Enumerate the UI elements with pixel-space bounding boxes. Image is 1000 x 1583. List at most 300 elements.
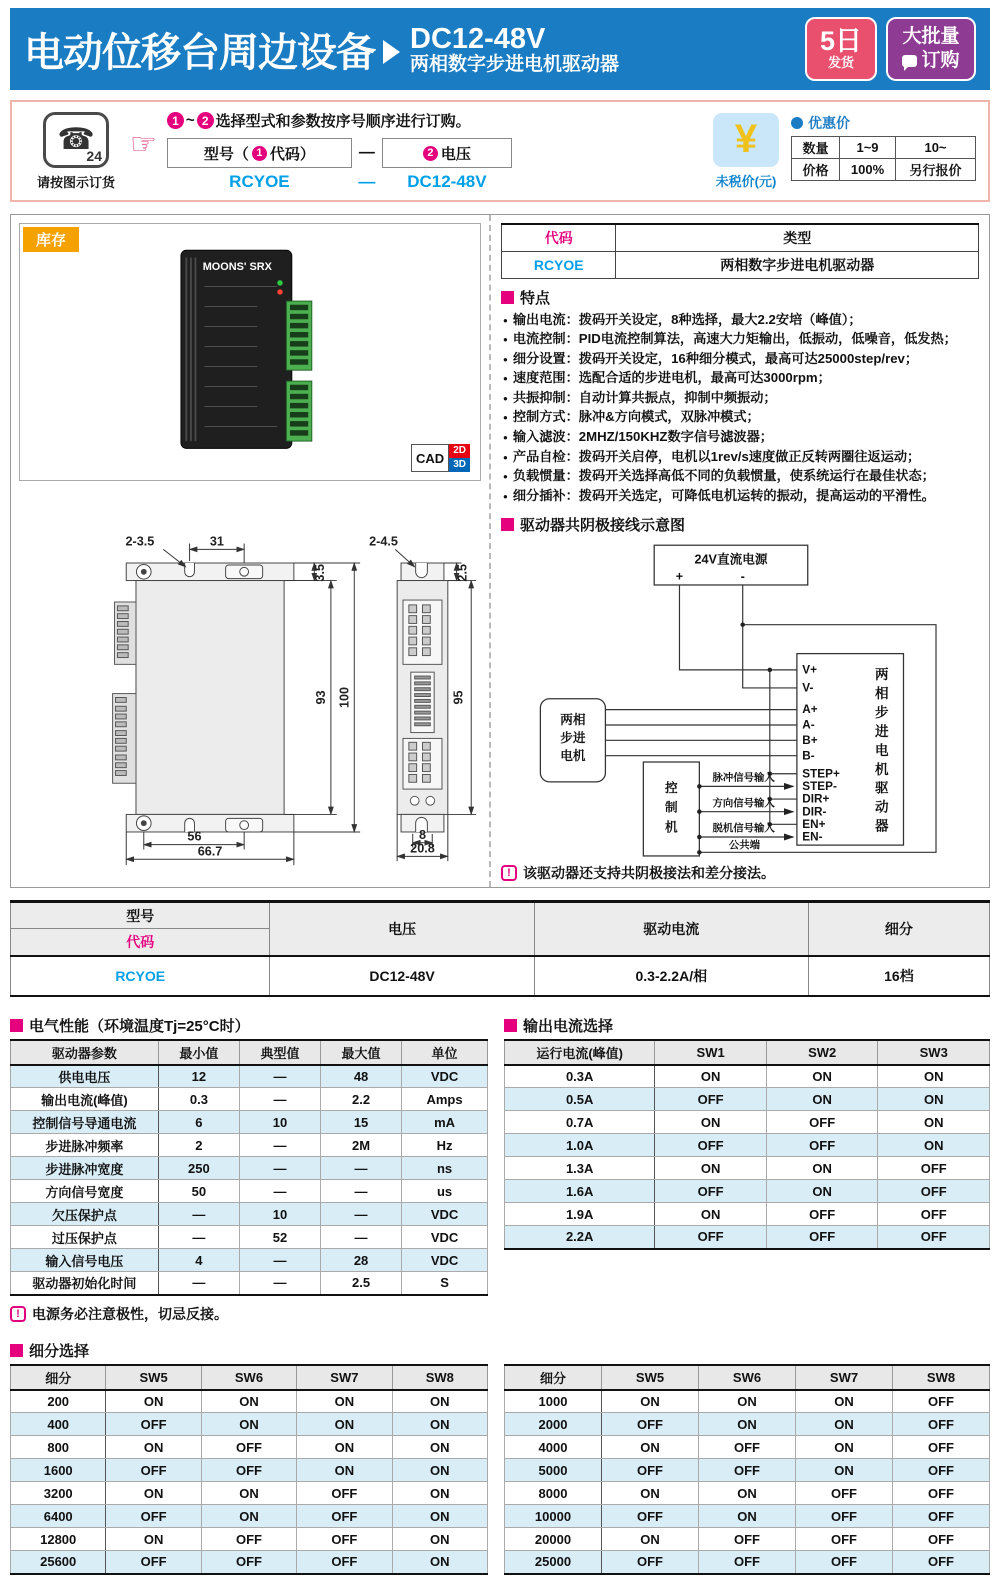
spec-section — [10, 1007, 990, 1324]
power-plus: + — [675, 569, 684, 584]
table-cell: — — [321, 1226, 402, 1249]
switch-state-cell: OFF — [878, 1203, 990, 1226]
driver-label-char: 相 — [875, 686, 889, 702]
switch-state-cell: ON — [655, 1157, 767, 1180]
table-row — [505, 1436, 990, 1459]
switch-state-cell: OFF — [699, 1436, 796, 1459]
switch-state-cell: ON — [201, 1413, 296, 1436]
microstep-value-cell: 3200 — [11, 1482, 106, 1505]
table-row — [505, 1551, 990, 1574]
current-value-cell: 1.0A — [505, 1134, 655, 1157]
table-cell: 100% — [840, 158, 896, 180]
table-cell: — — [239, 1065, 320, 1088]
feature-item — [501, 311, 979, 331]
table-cell: VDC — [402, 1203, 488, 1226]
feature-text: ● 细分设置：拨码开关设定，16种细分模式，最高可达25000step/rev； — [512, 350, 919, 366]
electrical-panel — [10, 1007, 488, 1324]
current-value-cell: 0.5A — [505, 1088, 655, 1111]
pointing-finger-icon: ☞ — [130, 127, 157, 161]
table-row — [11, 1249, 488, 1272]
switch-state-cell: ON — [297, 1436, 392, 1459]
switch-state-cell: OFF — [893, 1413, 990, 1436]
switch-state-cell: OFF — [796, 1505, 893, 1528]
table-header-cell: 驱动器参数 — [11, 1040, 159, 1065]
discount-price-label: 优惠价 — [808, 114, 850, 131]
table-row — [505, 1528, 990, 1551]
warning-icon: ! — [10, 1306, 26, 1322]
table-cell: VDC — [402, 1065, 488, 1088]
microstep-value-cell: 8000 — [505, 1482, 602, 1505]
switch-state-cell: OFF — [796, 1528, 893, 1551]
switch-state-cell: ON — [602, 1436, 699, 1459]
switch-state-cell: OFF — [201, 1528, 296, 1551]
table-row — [11, 1482, 488, 1505]
table-cell: — — [239, 1088, 320, 1111]
switch-state-cell: ON — [796, 1390, 893, 1413]
switch-state-cell: ON — [655, 1203, 767, 1226]
table-cell: us — [402, 1180, 488, 1203]
table-cell: — — [158, 1203, 239, 1226]
field1-suffix: 代码） — [269, 145, 315, 163]
table-row — [11, 1134, 488, 1157]
phone-order-block — [24, 112, 128, 191]
controller-label: 控 — [665, 781, 678, 796]
switch-state-cell: OFF — [655, 1226, 767, 1249]
microstep-value-cell: 6400 — [11, 1505, 106, 1528]
table-header-cell: 型号 — [11, 902, 270, 929]
switch-state-cell: ON — [878, 1088, 990, 1111]
switch-state-cell: ON — [297, 1459, 392, 1482]
product-photo-panel — [19, 223, 481, 481]
table-cell: — — [321, 1157, 402, 1180]
switch-state-cell: ON — [392, 1390, 487, 1413]
table-row — [505, 1203, 990, 1226]
switch-state-cell: OFF — [106, 1505, 201, 1528]
switch-state-cell: ON — [878, 1134, 990, 1157]
microstep-value-cell: 4000 — [505, 1436, 602, 1459]
discount-price-block — [791, 113, 976, 181]
table-cell: 12 — [158, 1065, 239, 1088]
table-cell: Hz — [402, 1134, 488, 1157]
field1-prefix: 型号（ — [203, 145, 249, 163]
switch-state-cell: OFF — [878, 1157, 990, 1180]
param-cell: 步进脉冲频率 — [11, 1134, 159, 1157]
terminal-label: DIR+ — [802, 793, 830, 807]
common-terminal-label: 公共端 — [728, 841, 761, 853]
table-cell: 52 — [239, 1226, 320, 1249]
table-cell: Amps — [402, 1088, 488, 1111]
table-header-cell: 代码 — [502, 224, 616, 251]
cad-badge[interactable] — [411, 444, 470, 472]
switch-state-cell: ON — [766, 1180, 878, 1203]
phone-glyph: ☎ — [57, 122, 95, 156]
switch-state-cell: OFF — [766, 1111, 878, 1134]
features-list — [501, 311, 979, 507]
dim-2-3-5: 2-3.5 — [125, 534, 155, 549]
param-cell: 方向信号宽度 — [11, 1180, 159, 1203]
table-cell: — — [239, 1180, 320, 1203]
bulk-badge-line1: 大批量 — [902, 26, 960, 48]
phone-caption: 请按图示订货 — [36, 174, 115, 190]
table-row — [11, 1551, 488, 1574]
table-header-cell: SW3 — [878, 1040, 990, 1065]
electrical-title — [10, 1015, 488, 1036]
tilde-separator: ~ — [185, 112, 195, 129]
table-row — [505, 1226, 990, 1249]
switch-state-cell: ON — [201, 1482, 296, 1505]
table-header-cell: 细分 — [505, 1365, 602, 1390]
feature-text: ● 产品自检：拨码开关启停，电机以1rev/s速度做正反转两圈往返运动； — [512, 448, 921, 464]
table-cell: — — [321, 1180, 402, 1203]
product-type: 两相数字步进电机驱动器 — [616, 251, 979, 278]
feature-text: ● 输入滤波：2MHZ/150KHZ数字信号滤波器； — [512, 429, 773, 445]
discount-price-header — [791, 113, 976, 133]
switch-state-cell: OFF — [655, 1088, 767, 1111]
field-dash: — — [358, 144, 375, 161]
price-caption: 未税价(元) — [715, 173, 777, 189]
param-cell: 输出电流(峰值) — [11, 1088, 159, 1111]
ordering-fields — [167, 138, 512, 168]
table-cell: 50 — [158, 1180, 239, 1203]
current-value-cell: 1.9A — [505, 1203, 655, 1226]
table-header-cell: SW8 — [392, 1365, 487, 1390]
table-row — [11, 1390, 488, 1413]
terminal-label: A- — [802, 719, 815, 733]
microstep-title — [10, 1340, 990, 1361]
table-header-cell: 典型值 — [239, 1040, 320, 1065]
banner-model: DC12-48V — [410, 22, 546, 55]
dim-20-8: 20.8 — [410, 841, 435, 856]
microstep-value-cell: 1000 — [505, 1390, 602, 1413]
cad-label: CAD — [411, 444, 449, 472]
wiring-note — [501, 863, 979, 883]
feature-item — [501, 428, 979, 448]
switch-state-cell: ON — [106, 1482, 201, 1505]
table-row — [505, 1505, 990, 1528]
pink-square-icon — [504, 1019, 517, 1032]
table-cell: 48 — [321, 1065, 402, 1088]
features-title-text: 特点 — [520, 289, 551, 307]
table-row — [505, 1157, 990, 1180]
switch-state-cell: ON — [655, 1111, 767, 1134]
switch-state-cell: OFF — [106, 1459, 201, 1482]
ordering-instruction — [167, 110, 512, 131]
product-code: RCYOE — [502, 251, 616, 278]
microstep-value-cell: 20000 — [505, 1528, 602, 1551]
table-header-cell: 驱动电流 — [534, 902, 808, 956]
yen-icon — [713, 113, 779, 167]
microstep-table-right — [504, 1364, 990, 1575]
microstep-value-cell: 25600 — [11, 1551, 106, 1574]
dim-66-7: 66.7 — [197, 844, 223, 859]
pink-square-icon — [501, 291, 514, 304]
table-cell: 0.3 — [158, 1088, 239, 1111]
switch-state-cell: OFF — [699, 1459, 796, 1482]
switch-state-cell: OFF — [297, 1482, 392, 1505]
current-value-cell: 0.7A — [505, 1111, 655, 1134]
voltage-cell: DC12-48V — [270, 956, 534, 996]
driver-label-char: 进 — [875, 724, 889, 740]
switch-state-cell: OFF — [602, 1413, 699, 1436]
microstep-value-cell: 12800 — [11, 1528, 106, 1551]
feature-text: ● 共振抑制：自动计算共振点，抑制中频振动； — [512, 389, 777, 405]
feature-text: ● 负载惯量：拨码开关选择高低不同的负载惯量，使系统运行在最佳状态； — [512, 468, 935, 484]
phone-24-label: 24 — [86, 147, 102, 164]
switch-state-cell: ON — [392, 1436, 487, 1459]
microstep-value-cell: 800 — [11, 1436, 106, 1459]
param-cell: 输入信号电压 — [11, 1249, 159, 1272]
table-cell: 2.2 — [321, 1088, 402, 1111]
bulk-badge-line2 — [902, 49, 959, 73]
power-supply-label: 24V直流电源 — [694, 552, 768, 567]
field2-label: 电压 — [440, 145, 471, 163]
dim-3-5: 3.5 — [313, 563, 328, 582]
banner-product-type: 两相数字步进电机驱动器 — [410, 54, 620, 76]
table-header-cell: 最小值 — [158, 1040, 239, 1065]
wiring-boxes — [540, 546, 903, 857]
wiring-title-text: 驱动器共阴极接线示意图 — [520, 517, 686, 535]
switch-state-cell: ON — [106, 1436, 201, 1459]
switch-state-cell: ON — [602, 1482, 699, 1505]
motor-label: 电机 — [560, 749, 586, 764]
current-value-cell: 1.3A — [505, 1157, 655, 1180]
table-header-cell: SW6 — [201, 1365, 296, 1390]
table-cell: 2M — [321, 1134, 402, 1157]
table-header-cell: 细分 — [808, 902, 989, 956]
driver-label-char: 驱 — [875, 781, 889, 797]
table-header-cell: 电压 — [270, 902, 534, 956]
microstep-value-cell: 10000 — [505, 1505, 602, 1528]
table-cell: — — [321, 1203, 402, 1226]
table-header-cell: 最大值 — [321, 1040, 402, 1065]
switch-state-cell: OFF — [893, 1459, 990, 1482]
switch-state-cell: OFF — [796, 1551, 893, 1574]
driver-label-char: 步 — [875, 705, 889, 721]
terminal-label: V- — [802, 681, 814, 695]
microstep-value-cell: 1600 — [11, 1459, 106, 1482]
table-cell: — — [158, 1226, 239, 1249]
driver-label-char: 动 — [875, 800, 889, 816]
feature-text: ● 速度范围：选配合适的步进电机，最高可达3000rpm； — [512, 370, 831, 386]
dim-95: 95 — [451, 690, 466, 705]
switch-state-cell: ON — [602, 1528, 699, 1551]
switch-state-cell: ON — [106, 1528, 201, 1551]
table-cell: ns — [402, 1157, 488, 1180]
table-row — [11, 1436, 488, 1459]
dim-2-4-5: 2-4.5 — [369, 534, 398, 549]
microstep-value-cell: 400 — [11, 1413, 106, 1436]
switch-state-cell: OFF — [106, 1551, 201, 1574]
page-title: 电动位移台周边设备 — [24, 30, 375, 75]
table-cell: 10 — [239, 1203, 320, 1226]
table-row — [11, 1180, 488, 1203]
bullet-dot-icon — [791, 117, 803, 129]
switch-state-cell: OFF — [893, 1390, 990, 1413]
current-select-panel — [504, 1007, 990, 1250]
table-row — [11, 1088, 488, 1111]
switch-state-cell: ON — [392, 1505, 487, 1528]
product-section — [10, 214, 990, 888]
switch-state-cell: OFF — [106, 1413, 201, 1436]
price-table — [791, 136, 976, 181]
microstep-value-cell: 2000 — [505, 1413, 602, 1436]
table-header-cell: SW7 — [796, 1365, 893, 1390]
features-title — [501, 287, 979, 308]
switch-state-cell: ON — [655, 1065, 767, 1088]
step1-number-icon: 1 — [167, 112, 184, 129]
switch-state-cell: OFF — [655, 1134, 767, 1157]
table-row — [505, 1180, 990, 1203]
warning-icon: ! — [501, 865, 517, 881]
current-value-cell: 1.6A — [505, 1180, 655, 1203]
example-code: RCYOE — [229, 172, 290, 191]
wiring-note-text: 该驱动器还支持共阴极接法和差分接法。 — [523, 865, 775, 881]
table-row — [11, 1413, 488, 1436]
feature-item — [501, 330, 979, 350]
table-cell: — — [239, 1249, 320, 1272]
wiring-title — [501, 514, 979, 535]
switch-state-cell: ON — [392, 1413, 487, 1436]
switch-state-cell: ON — [297, 1390, 392, 1413]
terminal-label: STEP+ — [802, 767, 840, 781]
current-select-title — [504, 1015, 990, 1036]
switch-state-cell: OFF — [297, 1551, 392, 1574]
table-header-cell: SW5 — [602, 1365, 699, 1390]
table-row — [11, 1065, 488, 1088]
stock-badge: 库存 — [23, 227, 79, 252]
terminal-label: B+ — [802, 734, 818, 748]
model-code-cell: RCYOE — [11, 956, 270, 996]
cad-2d-icon: 2D — [449, 444, 470, 458]
price-row — [792, 158, 976, 180]
table-row — [11, 1111, 488, 1134]
switch-state-cell: ON — [766, 1065, 878, 1088]
table-header-cell: 类型 — [616, 224, 979, 251]
terminal-label: STEP- — [802, 780, 837, 794]
pink-square-icon — [10, 1344, 23, 1357]
terminal-label: B- — [802, 749, 815, 763]
table-row — [11, 1459, 488, 1482]
switch-state-cell: OFF — [878, 1226, 990, 1249]
feature-item — [501, 408, 979, 428]
product-right-column — [489, 215, 989, 887]
switch-state-cell: OFF — [297, 1528, 392, 1551]
ship-badge — [805, 17, 877, 81]
table-header-cell: 代码 — [11, 929, 270, 956]
feature-text: ● 电流控制：PID电流控制算法，高速大力矩输出，低振动，低噪音，低发热； — [512, 331, 957, 347]
table-cell: 价格 — [792, 158, 840, 180]
switch-state-cell: ON — [699, 1482, 796, 1505]
switch-state-cell: ON — [878, 1065, 990, 1088]
table-row — [505, 1459, 990, 1482]
switch-state-cell: ON — [392, 1528, 487, 1551]
switch-state-cell: OFF — [201, 1551, 296, 1574]
table-row — [505, 1482, 990, 1505]
pink-square-icon — [501, 518, 514, 531]
table-cell: 4 — [158, 1249, 239, 1272]
table-header-cell: 运行电流(峰值) — [505, 1040, 655, 1065]
table-header-cell: SW5 — [106, 1365, 201, 1390]
switch-state-cell: OFF — [796, 1482, 893, 1505]
table-header-cell: SW2 — [766, 1040, 878, 1065]
step2-number-icon: 2 — [197, 112, 214, 129]
microstep-title-text: 细分选择 — [29, 1342, 90, 1360]
table-cell: 1~9 — [840, 136, 896, 158]
dim-31: 31 — [209, 534, 224, 549]
dim-93: 93 — [314, 690, 329, 705]
driver-label-char: 机 — [875, 762, 889, 778]
field2-number-icon: 2 — [423, 146, 438, 161]
switch-state-cell: ON — [392, 1482, 487, 1505]
controller-label: 机 — [665, 820, 678, 835]
electrical-table — [10, 1039, 488, 1296]
wiring-junction-dots — [697, 623, 772, 855]
example-dash: — — [358, 172, 376, 191]
motor-label: 两相 — [560, 713, 586, 728]
switch-state-cell: OFF — [893, 1505, 990, 1528]
direction-signal-label: 方向信号输入 — [712, 798, 775, 810]
dim-8: 8 — [418, 827, 427, 842]
table-cell: — — [239, 1157, 320, 1180]
price-row — [792, 136, 976, 158]
product-image — [150, 233, 350, 471]
switch-state-cell: ON — [796, 1459, 893, 1482]
feature-item — [501, 487, 979, 507]
feature-text: ● 细分插补：拨码开关选定，可降低电机运转的振动，提高运动的平滑性。 — [512, 487, 935, 503]
table-header-cell: SW8 — [893, 1365, 990, 1390]
model-code-field — [167, 138, 352, 168]
banner-subtitle — [410, 24, 619, 76]
feature-item — [501, 467, 979, 487]
param-cell: 供电电压 — [11, 1065, 159, 1088]
current-value-cell: 0.3A — [505, 1065, 655, 1088]
table-row — [11, 1272, 488, 1295]
switch-state-cell: OFF — [602, 1551, 699, 1574]
feature-item — [501, 389, 979, 409]
table-cell: 10~ — [896, 136, 976, 158]
dim-2-5: 2.5 — [455, 563, 470, 582]
dim-56: 56 — [187, 829, 202, 844]
param-cell: 控制信号导通电流 — [11, 1111, 159, 1134]
switch-state-cell: ON — [796, 1413, 893, 1436]
switch-state-cell: OFF — [893, 1436, 990, 1459]
terminal-label: V+ — [802, 663, 818, 677]
switch-state-cell: ON — [699, 1413, 796, 1436]
microstep-value-cell: 5000 — [505, 1459, 602, 1482]
dimension-drawing — [19, 487, 481, 869]
table-header-cell: SW7 — [297, 1365, 392, 1390]
microstep-cell: 16档 — [808, 956, 989, 996]
pink-square-icon — [10, 1019, 23, 1032]
switch-state-cell: OFF — [297, 1505, 392, 1528]
cad-3d-icon: 3D — [449, 458, 470, 472]
ordering-steps — [167, 110, 512, 192]
table-cell: 2 — [158, 1134, 239, 1157]
code-type-table — [501, 223, 979, 279]
table-cell: — — [158, 1272, 239, 1295]
field1-number-icon: 1 — [252, 146, 267, 161]
voltage-field — [382, 138, 512, 168]
ship-badge-days: 5日 — [819, 25, 863, 56]
current-select-title-text: 输出电流选择 — [523, 1017, 614, 1035]
switch-state-cell: ON — [392, 1551, 487, 1574]
switch-state-cell: ON — [392, 1459, 487, 1482]
table-row — [11, 1528, 488, 1551]
switch-state-cell: OFF — [201, 1436, 296, 1459]
table-cell: 28 — [321, 1249, 402, 1272]
table-cell: mA — [402, 1111, 488, 1134]
dim-100: 100 — [337, 686, 352, 709]
